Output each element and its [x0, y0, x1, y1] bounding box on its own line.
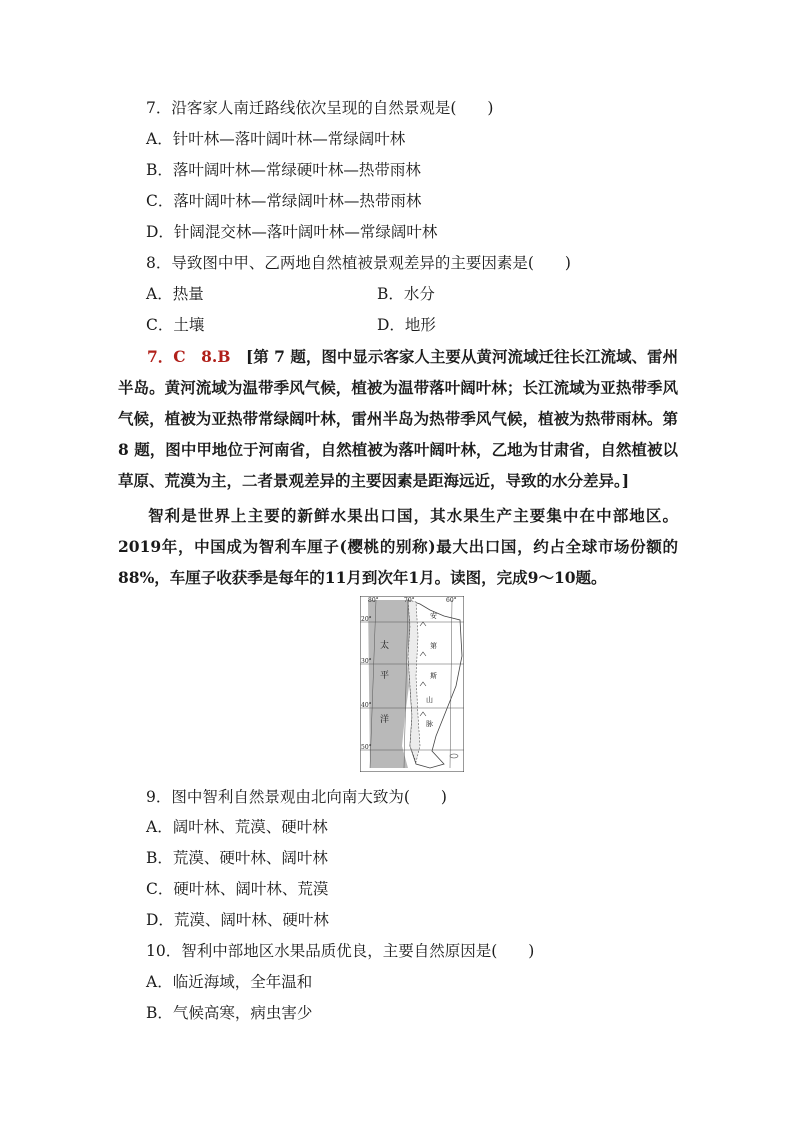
intro-text: 智利是世界上主要的新鲜水果出口国，其水果生产主要集中在中部地区。2019年，中国成为智利车厘子(樱桃的别称)最大出口国，约占全球市场份额的88%，车厘子收获季是每年的11月到次年1月。读图，完成9～10题。	[118, 506, 678, 587]
question-7-option-d: D．针阔混交林—落叶阔叶林—常绿阔叶林	[146, 223, 438, 241]
question-9-option-c: C．硬叶林、阔叶林、荒漠	[146, 880, 329, 898]
question-8-stem: 8．导致图中甲、乙两地自然植被景观差异的主要因素是( )	[146, 254, 571, 272]
mountain-char-2: 第	[430, 642, 437, 650]
ocean-char-2: 平	[380, 671, 390, 681]
question-9-option-a: A．阔叶林、荒漠、硬叶林	[146, 818, 328, 836]
question-8-option-a: A．热量	[146, 285, 204, 303]
answer-7-8	[118, 341, 678, 496]
mountain-char-5: 脉	[426, 720, 433, 728]
mountain-char-4: 山	[426, 696, 433, 704]
question-9-stem: 9．图中智利自然景观由北向南大致为( )	[146, 788, 447, 806]
lat-label-40: 40°	[361, 702, 372, 709]
lat-label-50: 50°	[361, 744, 372, 751]
answer-7-8-label: 7．C 8.B	[147, 347, 231, 366]
lat-label-20: 20°	[361, 616, 372, 623]
question-10-option-b: B．气候高寒，病虫害少	[146, 1004, 313, 1022]
intro-paragraph	[118, 500, 678, 593]
answer-7-8-explanation: [第 7 题，图中显示客家人主要从黄河流域迁往长江流域、雷州半岛。黄河流域为温带季风气候，植被为温带落叶阔叶林；长江流域为亚热带季风气候，植被为亚热带常绿阔叶林，雷州半岛为热带季风气候，植被为热带雨林。第 8 题，图中甲地位于河南省，自然植被为落叶阔叶林，乙地为甘肃省，自然植被以草原、荒漠为主，二者景观差异的主要因素是距海远近，导致的水分差异。]	[118, 347, 679, 490]
question-8-option-d: D．地形	[377, 316, 436, 334]
ocean-char-3: 洋	[380, 715, 390, 725]
lon-label-70: 70°	[404, 597, 415, 604]
question-7-option-c: C．落叶阔叶林—常绿阔叶林—热带雨林	[146, 192, 422, 210]
question-10-stem: 10．智利中部地区水果品质优良，主要自然原因是( )	[146, 942, 535, 960]
question-7-option-b: B．落叶阔叶林—常绿硬叶林—热带雨林	[146, 161, 421, 179]
lat-label-30: 30°	[361, 658, 372, 665]
question-9-option-d: D．荒漠、阔叶林、硬叶林	[146, 911, 329, 929]
question-7-option-a: A．针叶林—落叶阔叶林—常绿阔叶林	[146, 130, 406, 148]
question-8-option-b: B．水分	[377, 285, 435, 303]
question-10-option-a: A．临近海域，全年温和	[146, 973, 313, 991]
mountain-char-3: 斯	[430, 672, 437, 680]
lon-label-60: 60°	[446, 597, 457, 604]
mountain-char-1: 安	[430, 612, 437, 620]
ocean-char-1: 太	[380, 641, 390, 651]
question-8-option-c: C．土壤	[146, 316, 205, 334]
chile-map	[360, 596, 464, 772]
question-7-stem: 7．沿客家人南迁路线依次呈现的自然景观是( )	[146, 99, 494, 117]
lon-label-80: 80°	[368, 597, 379, 604]
question-9-option-b: B．荒漠、硬叶林、阔叶林	[146, 849, 328, 867]
